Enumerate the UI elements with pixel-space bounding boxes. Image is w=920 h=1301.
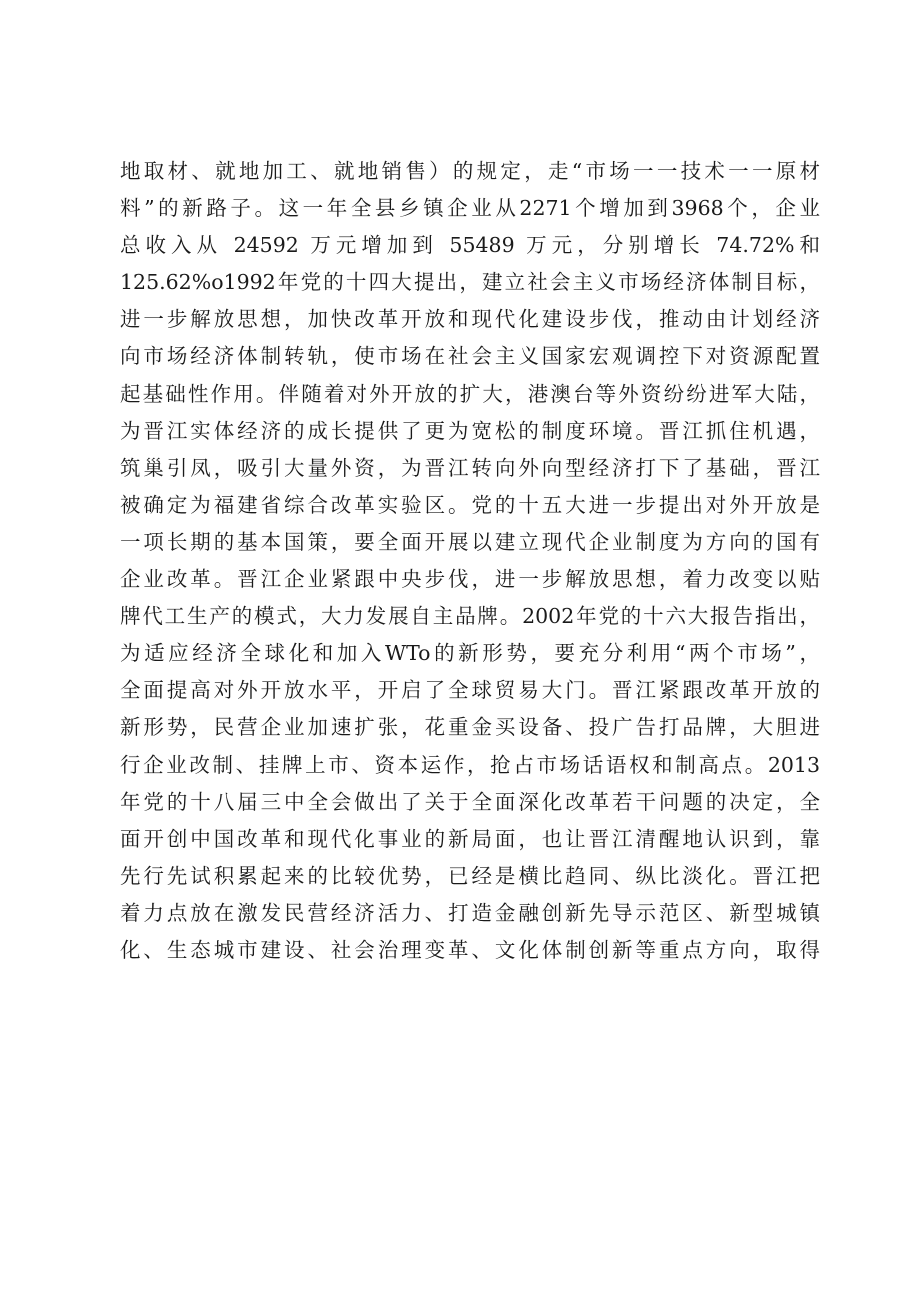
text-line: 为适应经济全球化和加入WTo的新形势，要充分利用“两个市场”，	[120, 641, 820, 666]
text-line: 起基础性作用。伴随着对外开放的扩大，港澳台等外资纷纷进军大陆，	[120, 381, 820, 406]
text-line: 总收入从 24592 万元增加到 55489 万元，分别增长 74.72%和	[120, 233, 820, 258]
text-line: 面开创中国改革和现代化事业的新局面，也让晋江清醒地认识到，靠	[120, 826, 820, 851]
text-line: 企业改革。晋江企业紧跟中央步伐，进一步解放思想，着力改变以贴	[120, 567, 820, 592]
text-line: 向市场经济体制转轨，使市场在社会主义国家宏观调控下对资源配置	[120, 344, 820, 369]
text-line: 着力点放在激发民营经济活力、打造金融创新先导示范区、新型城镇	[120, 900, 820, 925]
text-line: 先行先试积累起来的比较优势，已经是横比趋同、纵比淡化。晋江把	[120, 863, 820, 888]
text-line: 被确定为福建省综合改革实验区。党的十五大进一步提出对外开放是	[120, 492, 820, 517]
text-line: 化、生态城市建设、社会治理变革、文化体制创新等重点方向，取得	[120, 937, 820, 962]
text-line: 料”的新路子。这一年全县乡镇企业从2271个增加到3968个，企业	[120, 196, 820, 221]
text-line: 地取材、就地加工、就地销售）的规定，走“市场一一技术一一原材	[120, 159, 820, 183]
text-line: 筑巢引凤，吸引大量外资，为晋江转向外向型经济打下了基础，晋江	[120, 455, 820, 480]
text-line: 新形势，民营企业加速扩张，花重金买设备、投广告打品牌，大胆进	[120, 715, 820, 740]
text-line: 进一步解放思想，加快改革开放和现代化建设步伐，推动由计划经济	[120, 307, 820, 332]
text-line: 125.62%o1992年党的十四大提出，建立社会主义市场经济体制目标，	[120, 270, 820, 295]
text-line: 为晋江实体经济的成长提供了更为宽松的制度环境。晋江抓住机遇，	[120, 418, 820, 443]
body-paragraph	[120, 153, 820, 969]
text-line: 年党的十八届三中全会做出了关于全面深化改革若干问题的决定，全	[120, 789, 820, 814]
text-line: 行企业改制、挂牌上市、资本运作，抢占市场话语权和制高点。2013	[120, 752, 820, 777]
text-line: 一项长期的基本国策，要全面开展以建立现代企业制度为方向的国有	[120, 529, 820, 554]
text-line: 牌代工生产的模式，大力发展自主品牌。2002年党的十六大报告指出，	[120, 604, 820, 629]
text-line: 全面提高对外开放水平，开启了全球贸易大门。晋江紧跟改革开放的	[120, 678, 820, 703]
